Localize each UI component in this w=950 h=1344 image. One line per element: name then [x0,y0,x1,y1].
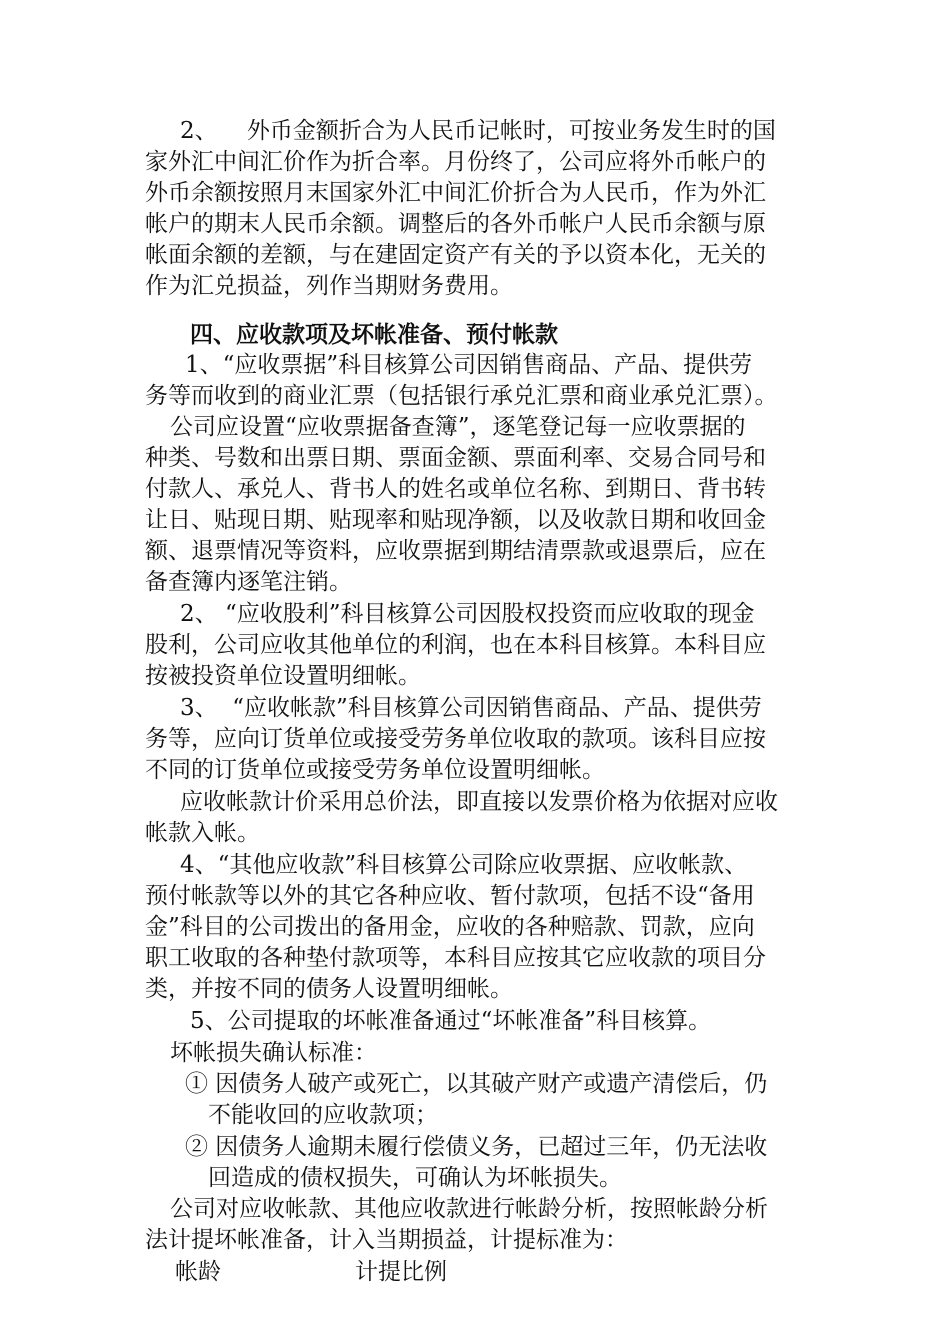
text-line: 种类、号数和出票日期、票面金额、票面利率、交易合同号和 [145,445,766,471]
text-line: 公司应设置“应收票据备查簿”，逐笔登记每一应收票据的 [170,414,746,440]
text-line: 4、“其他应收款”科目核算公司除应收票据、应收帐款、 [180,852,748,878]
text-line: 1、“应收票据”科目核算公司因销售商品、产品、提供劳 [185,352,753,378]
text-line: 职工收取的各种垫付款项等，本科目应按其它应收款的项目分 [145,945,766,971]
text-line: 帐面余额的差额，与在建固定资产有关的予以资本化，无关的 [145,242,766,268]
criteria-item: ② 因债务人逾期未履行偿债义务，已超过三年，仍无法收 [185,1134,768,1160]
text-line: 不同的订货单位或接受劳务单位设置明细帐。 [145,757,605,783]
criteria-item-continuation: 回造成的债权损失，可确认为坏帐损失。 [208,1165,622,1191]
text-line: 付款人、承兑人、背书人的姓名或单位名称、到期日、背书转 [145,476,766,502]
text-line: 类，并按不同的债务人设置明细帐。 [145,976,513,1002]
text-line: 2、 “应收股利”科目核算公司因股权投资而应收取的现金 [180,601,755,627]
text-line: 按被投资单位设置明细帐。 [145,663,421,689]
text-line: 金”科目的公司拨出的备用金，应收的各种赔款、罚款，应向 [145,914,755,940]
paragraph-bad-debt-provision: 5、公司提取的坏帐准备通过“坏帐准备”科目核算。 [190,1008,712,1034]
text-line: 3、 “应收帐款”科目核算公司因销售商品、产品、提供劳 [180,695,762,721]
column-header-age: 帐龄 [175,1259,221,1285]
text-line: 帐户的期末人民币余额。调整后的各外币帐户人民币余额与原 [145,211,766,237]
text-line: 应收帐款计价采用总价法，即直接以发票价格为依据对应收 [180,789,778,815]
text-line: 额、退票情况等资料，应收票据到期结清票款或退票后，应在 [145,538,766,564]
section-heading: 四、应收款项及坏帐准备、预付帐款 [190,321,558,348]
text-line: 务等，应向订货单位或接受劳务单位收取的款项。该科目应按 [145,726,766,752]
criteria-item-continuation: 不能收回的应收款项； [208,1102,438,1128]
text-line: 家外汇中间汇价作为折合率。月份终了，公司应将外币帐户的 [145,149,766,175]
criteria-label: 坏帐损失确认标准： [170,1040,377,1066]
text-line: 公司对应收帐款、其他应收款进行帐龄分析，按照帐龄分析 [170,1196,768,1222]
text-line: 股利，公司应收其他单位的利润，也在本科目核算。本科目应 [145,632,766,658]
text-line: 备查簿内逐笔注销。 [145,569,352,595]
text-line: 务等而收到的商业汇票（包括银行承兑汇票和商业承兑汇票）。 [145,383,778,409]
text-line: 外币余额按照月末国家外汇中间汇价折合为人民币，作为外汇 [145,180,766,206]
text-line: 2、 外币金额折合为人民币记帐时，可按业务发生时的国 [180,118,776,144]
column-header-ratio: 计提比例 [355,1259,447,1285]
text-line: 让日、贴现日期、贴现率和贴现净额，以及收款日期和收回金 [145,507,766,533]
text-line: 作为汇兑损益，列作当期财务费用。 [145,273,513,299]
text-line: 预付帐款等以外的其它各种应收、暂付款项，包括不设“备用 [145,883,755,909]
criteria-item: ① 因债务人破产或死亡，以其破产财产或遗产清偿后，仍 [185,1071,768,1097]
text-line: 帐款入帐。 [145,820,260,846]
text-line: 法计提坏帐准备，计入当期损益，计提标准为： [145,1227,628,1253]
